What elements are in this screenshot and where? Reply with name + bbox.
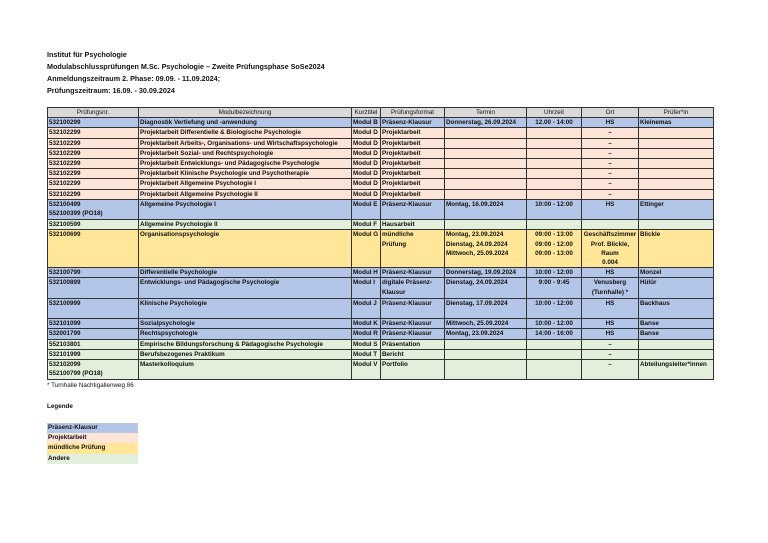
cell-date: [445, 128, 527, 138]
cell-location: –: [582, 339, 639, 349]
cell-date: [445, 169, 527, 179]
column-header-examiner: Prüfer*in: [639, 108, 714, 118]
table-row: [48, 329, 714, 339]
table-header-row: [48, 108, 714, 118]
cell-exam-format: digitale Präsenz- Klausur: [381, 278, 445, 298]
cell-exam-format: Projektarbeit: [381, 179, 445, 189]
legend-item-andere: Andere: [47, 454, 138, 464]
cell-short-title: Modul D: [352, 159, 381, 169]
cell-examiner: [639, 128, 714, 138]
cell-short-title: Modul T: [352, 349, 381, 359]
cell-time: 10:00 - 12:00: [527, 199, 582, 219]
cell-examiner: [639, 148, 714, 158]
cell-short-title: Modul B: [352, 118, 381, 128]
cell-exam-number: 532102299: [48, 138, 139, 148]
cell-date: Dienstag, 24.09.2024: [445, 278, 527, 298]
column-header-exam-format: Prüfungsformat: [381, 108, 445, 118]
cell-time: 12.00 - 14:00: [527, 118, 582, 128]
cell-location: HS: [582, 329, 639, 339]
cell-time: [527, 349, 582, 359]
cell-exam-number: 532102299: [48, 159, 139, 169]
cell-examiner: Backhaus: [639, 298, 714, 318]
cell-location: Geschäftszimmer Prof. Blickle, Raum 0.004: [582, 230, 639, 268]
exam-period: Prüfungszeitraum: 16.09. - 30.09.2024: [47, 86, 175, 95]
cell-time: 10:00 - 12:00: [527, 298, 582, 318]
cell-exam-number: 532100899: [48, 278, 139, 298]
cell-examiner: Monzel: [639, 268, 714, 278]
table-row: [48, 118, 714, 128]
cell-location: HS: [582, 268, 639, 278]
cell-exam-format: Projektarbeit: [381, 159, 445, 169]
cell-exam-number: 552103801: [48, 339, 139, 349]
cell-time: [527, 189, 582, 199]
cell-short-title: Modul D: [352, 169, 381, 179]
cell-module-name: Projektarbeit Allgemeine Psychologie I: [139, 179, 352, 189]
column-header-date: Termin: [445, 108, 527, 118]
cell-examiner: Hülür: [639, 278, 714, 298]
cell-short-title: Modul E: [352, 199, 381, 219]
cell-short-title: Modul V: [352, 360, 381, 380]
table-row: [48, 169, 714, 179]
cell-date: Montag, 16.09.2024: [445, 199, 527, 219]
cell-exam-format: Präsenz-Klausur: [381, 319, 445, 329]
cell-exam-number: 532100499 552100399 (PO18): [48, 199, 139, 219]
column-header-exam-number: Prüfungsnr.: [48, 108, 139, 118]
cell-module-name: Berufsbezogenes Praktikum: [139, 349, 352, 359]
cell-date: [445, 148, 527, 158]
cell-module-name: Organisationspsychologie: [139, 230, 352, 268]
cell-location: HS: [582, 199, 639, 219]
cell-module-name: Klinische Psychologie: [139, 298, 352, 318]
document-title: Modulabschlussprüfungen M.Sc. Psychologie – Zweite Prüfungsphase SoSe2024: [47, 62, 325, 71]
column-header-time: Uhrzeit: [527, 108, 582, 118]
cell-exam-format: Präsenz-Klausur: [381, 298, 445, 318]
cell-module-name: Differentielle Psychologie: [139, 268, 352, 278]
registration-period: Anmeldungszeitraum 2. Phase: 09.09. - 11.09.2024;: [47, 74, 220, 83]
cell-examiner: [639, 179, 714, 189]
cell-exam-number: 532102299: [48, 169, 139, 179]
cell-exam-number: 532100799: [48, 268, 139, 278]
cell-time: [527, 220, 582, 230]
cell-short-title: Modul D: [352, 128, 381, 138]
cell-date: Montag, 23.09.2024 Dienstag, 24.09.2024 Mittwoch, 25.09.2024: [445, 230, 527, 268]
cell-date: [445, 220, 527, 230]
cell-examiner: Kleinemas: [639, 118, 714, 128]
cell-location: –: [582, 189, 639, 199]
cell-module-name: Masterkolloquium: [139, 360, 352, 380]
cell-location: –: [582, 148, 639, 158]
table-row: [48, 148, 714, 158]
column-header-module-name: Modulbezeichnung: [139, 108, 352, 118]
table-row: [48, 360, 714, 380]
cell-short-title: Modul D: [352, 148, 381, 158]
cell-location: HS: [582, 298, 639, 318]
cell-exam-format: Präsenz-Klausur: [381, 329, 445, 339]
cell-exam-number: 532100999: [48, 298, 139, 318]
legend: [47, 423, 138, 464]
cell-date: [445, 159, 527, 169]
cell-short-title: Modul H: [352, 268, 381, 278]
cell-location: Venusberg (Turnhalle) *: [582, 278, 639, 298]
cell-date: [445, 349, 527, 359]
cell-module-name: Entwicklungs- und Pädagogische Psychologie: [139, 278, 352, 298]
cell-exam-number: 532101999: [48, 349, 139, 359]
cell-examiner: [639, 220, 714, 230]
cell-exam-number: 532102299: [48, 189, 139, 199]
table-row: [48, 199, 714, 219]
cell-module-name: Rechtspsychologie: [139, 329, 352, 339]
cell-examiner: [639, 189, 714, 199]
cell-examiner: Ettinger: [639, 199, 714, 219]
cell-examiner: Abteilungsleiter*innen: [639, 360, 714, 380]
exam-schedule-table: [47, 107, 714, 380]
cell-exam-format: Portfolio: [381, 360, 445, 380]
cell-short-title: Modul F: [352, 220, 381, 230]
table-row: [48, 189, 714, 199]
cell-location: –: [582, 360, 639, 380]
cell-location: –: [582, 138, 639, 148]
cell-exam-format: Projektarbeit: [381, 189, 445, 199]
table-row: [48, 179, 714, 189]
cell-examiner: [639, 349, 714, 359]
cell-short-title: Modul K: [352, 319, 381, 329]
cell-module-name: Empirische Bildungsforschung & Pädagogische Psychologie: [139, 339, 352, 349]
cell-exam-format: Projektarbeit: [381, 148, 445, 158]
cell-module-name: Projektarbeit Sozial- und Rechtspsychologie: [139, 148, 352, 158]
cell-module-name: Diagnostik Vertiefung und -anwendung: [139, 118, 352, 128]
cell-exam-number: 532102299: [48, 179, 139, 189]
cell-exam-format: Projektarbeit: [381, 128, 445, 138]
cell-time: 10:00 - 12:00: [527, 319, 582, 329]
cell-time: 14:00 - 16:00: [527, 329, 582, 339]
cell-examiner: Blickle: [639, 230, 714, 268]
cell-module-name: Projektarbeit Arbeits-, Organisations- und Wirtschaftspsychologie: [139, 138, 352, 148]
cell-time: [527, 148, 582, 158]
cell-location: HS: [582, 319, 639, 329]
footnote: * Turnhalle Nachtigallenweg 86: [47, 382, 134, 389]
table-row: [48, 349, 714, 359]
cell-exam-number: 532100699: [48, 230, 139, 268]
table-row: [48, 230, 714, 268]
cell-exam-number: 532102299: [48, 128, 139, 138]
cell-date: Mittwoch, 25.09.2024: [445, 319, 527, 329]
cell-date: Donnerstag, 26.09.2024: [445, 118, 527, 128]
cell-time: [527, 138, 582, 148]
cell-location: –: [582, 349, 639, 359]
table-row: [48, 138, 714, 148]
cell-short-title: Modul S: [352, 339, 381, 349]
table-row: [48, 159, 714, 169]
cell-location: –: [582, 128, 639, 138]
cell-module-name: Projektarbeit Differentielle & Biologische Psychologie: [139, 128, 352, 138]
institute-title: Institut für Psychologie: [47, 50, 127, 59]
cell-examiner: Banse: [639, 329, 714, 339]
cell-date: [445, 138, 527, 148]
cell-module-name: Projektarbeit Klinische Psychologie und Psychotherapie: [139, 169, 352, 179]
cell-short-title: Modul J: [352, 298, 381, 318]
cell-short-title: Modul D: [352, 179, 381, 189]
legend-title: Legende: [47, 403, 73, 410]
cell-date: Montag, 23.09.2024: [445, 329, 527, 339]
cell-examiner: [639, 138, 714, 148]
cell-exam-format: Präsentation: [381, 339, 445, 349]
cell-location: [582, 220, 639, 230]
cell-short-title: Modul I: [352, 278, 381, 298]
cell-exam-format: Präsenz-Klausur: [381, 118, 445, 128]
cell-exam-format: Präsenz-Klausur: [381, 199, 445, 219]
cell-exam-number: 532102299: [48, 148, 139, 158]
cell-date: [445, 339, 527, 349]
cell-location: HS: [582, 118, 639, 128]
cell-location: –: [582, 159, 639, 169]
cell-date: Dienstag, 17.09.2024: [445, 298, 527, 318]
cell-exam-number: 532101099: [48, 319, 139, 329]
cell-exam-format: mündliche Prüfung: [381, 230, 445, 268]
cell-time: 9:00 - 9:45: [527, 278, 582, 298]
cell-short-title: Modul D: [352, 138, 381, 148]
cell-exam-number: 532102099 552100799 (PO18): [48, 360, 139, 380]
legend-item-muendlich: mündliche Prüfung: [47, 443, 138, 453]
cell-short-title: Modul R: [352, 329, 381, 339]
cell-module-name: Projektarbeit Entwicklungs- und Pädagogische Psychologie: [139, 159, 352, 169]
cell-short-title: Modul G: [352, 230, 381, 268]
cell-time: 10:00 - 12:00: [527, 268, 582, 278]
cell-date: [445, 179, 527, 189]
table-row: [48, 278, 714, 298]
cell-time: 09:00 - 13:00 09:00 - 12:00 09:00 - 13:00: [527, 230, 582, 268]
cell-examiner: [639, 339, 714, 349]
cell-date: Donnerstag, 19.09.2024: [445, 268, 527, 278]
table-row: [48, 298, 714, 318]
cell-module-name: Projektarbeit Allgemeine Psychologie II: [139, 189, 352, 199]
cell-exam-number: 532100599: [48, 220, 139, 230]
table-row: [48, 268, 714, 278]
cell-module-name: Sozialpsychologie: [139, 319, 352, 329]
cell-examiner: [639, 169, 714, 179]
table-row: [48, 339, 714, 349]
cell-exam-number: 532100299: [48, 118, 139, 128]
cell-examiner: Banse: [639, 319, 714, 329]
table-row: [48, 128, 714, 138]
cell-time: [527, 179, 582, 189]
cell-short-title: Modul D: [352, 189, 381, 199]
cell-time: [527, 159, 582, 169]
cell-exam-number: 532001799: [48, 329, 139, 339]
cell-exam-format: Projektarbeit: [381, 138, 445, 148]
cell-exam-format: Hausarbeit: [381, 220, 445, 230]
column-header-short-title: Kurztitel: [352, 108, 381, 118]
table-row: [48, 220, 714, 230]
cell-time: [527, 128, 582, 138]
cell-location: –: [582, 169, 639, 179]
cell-module-name: Allgemeine Psychologie I: [139, 199, 352, 219]
cell-date: [445, 360, 527, 380]
cell-location: –: [582, 179, 639, 189]
legend-item-projekt: Projektarbeit: [47, 433, 138, 443]
cell-time: [527, 169, 582, 179]
legend-item-praesenz: Präsenz-Klausur: [47, 423, 138, 433]
cell-time: [527, 339, 582, 349]
cell-date: [445, 189, 527, 199]
column-header-location: Ort: [582, 108, 639, 118]
cell-examiner: [639, 159, 714, 169]
cell-exam-format: Projektarbeit: [381, 169, 445, 179]
cell-exam-format: Präsenz-Klausur: [381, 268, 445, 278]
cell-time: [527, 360, 582, 380]
table-row: [48, 319, 714, 329]
cell-exam-format: Bericht: [381, 349, 445, 359]
cell-module-name: Allgemeine Psychologie II: [139, 220, 352, 230]
